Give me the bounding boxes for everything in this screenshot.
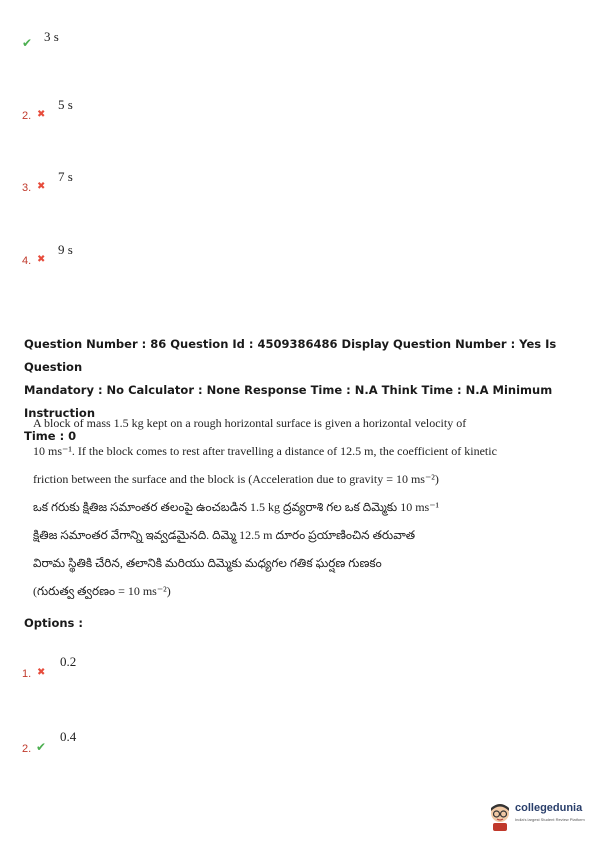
logo-name: collegedunia [515,802,583,814]
cross-mark-icon: ✖ [37,109,46,120]
option-2-value: 0.4 [60,729,77,744]
mascot-icon [488,802,512,832]
prev-option-3-value: 7 s [58,169,73,184]
option-1-value: 0.2 [60,654,77,669]
prev-option-2-number: 2. [22,110,32,122]
question-english-line-1: A block of mass 1.5 kg kept on a rough horizontal surface is given a horizontal velocity of [33,416,467,430]
question-info-line-3: Time : 0 [24,429,77,443]
logo-tagline: India's largest Student Review Platform [515,817,585,822]
question-english-line-2: 10 ms⁻¹. If the block comes to rest after travelling a distance of 12.5 m, the coefficient of kinetic [33,444,497,458]
check-mark-icon: ✔ [22,36,33,50]
prev-option-2-value: 5 s [58,97,73,112]
check-mark-icon: ✔ [36,740,47,754]
option-2-number: 2. [22,743,32,755]
prev-option-3-number: 3. [22,182,32,194]
question-telugu-line-4: (గురుత్వ త్వరణం = 10 ms⁻²) [33,584,171,598]
cross-mark-icon: ✖ [37,667,46,678]
question-info-line-2: Mandatory : No Calculator : None Response Time : N.A Think Time : N.A Minimum Instruction [24,383,553,420]
collegedunia-logo [488,800,588,834]
cross-mark-icon: ✖ [37,181,46,192]
options-label: Options : [24,616,83,630]
prev-option-1-value: 3 s [44,29,59,44]
prev-option-4-value: 9 s [58,242,73,257]
question-info-line-1: Question Number : 86 Question Id : 4509386486 Display Question Number : Yes Is Question [24,337,557,374]
prev-option-4-number: 4. [22,255,32,267]
question-text [33,409,497,605]
question-telugu-line-2: క్షితిజ సమాంతర వేగాన్ని ఇవ్వడమైనది. దిమ్మె 12.5 m దూరం ప్రయాణించిన తరువాత [33,528,416,542]
option-1-number: 1. [22,668,32,680]
question-english-line-3: friction between the surface and the block is (Acceleration due to gravity = 10 ms⁻²) [33,472,439,486]
question-telugu-line-3: విరామ స్థితికి చేరిన, తలానికి మరియు దిమ్మెకు మధ్యగల గతిక ఘర్షణ గుణకం [33,556,382,570]
cross-mark-icon: ✖ [37,254,46,265]
question-telugu-line-1: ఒక గరుకు క్షితిజ సమాంతర తలంపై ఉంచబడిన 1.5 kg ద్రవ్యరాశి గల ఒక దిమ్మెకు 10 ms⁻¹ [33,500,440,514]
